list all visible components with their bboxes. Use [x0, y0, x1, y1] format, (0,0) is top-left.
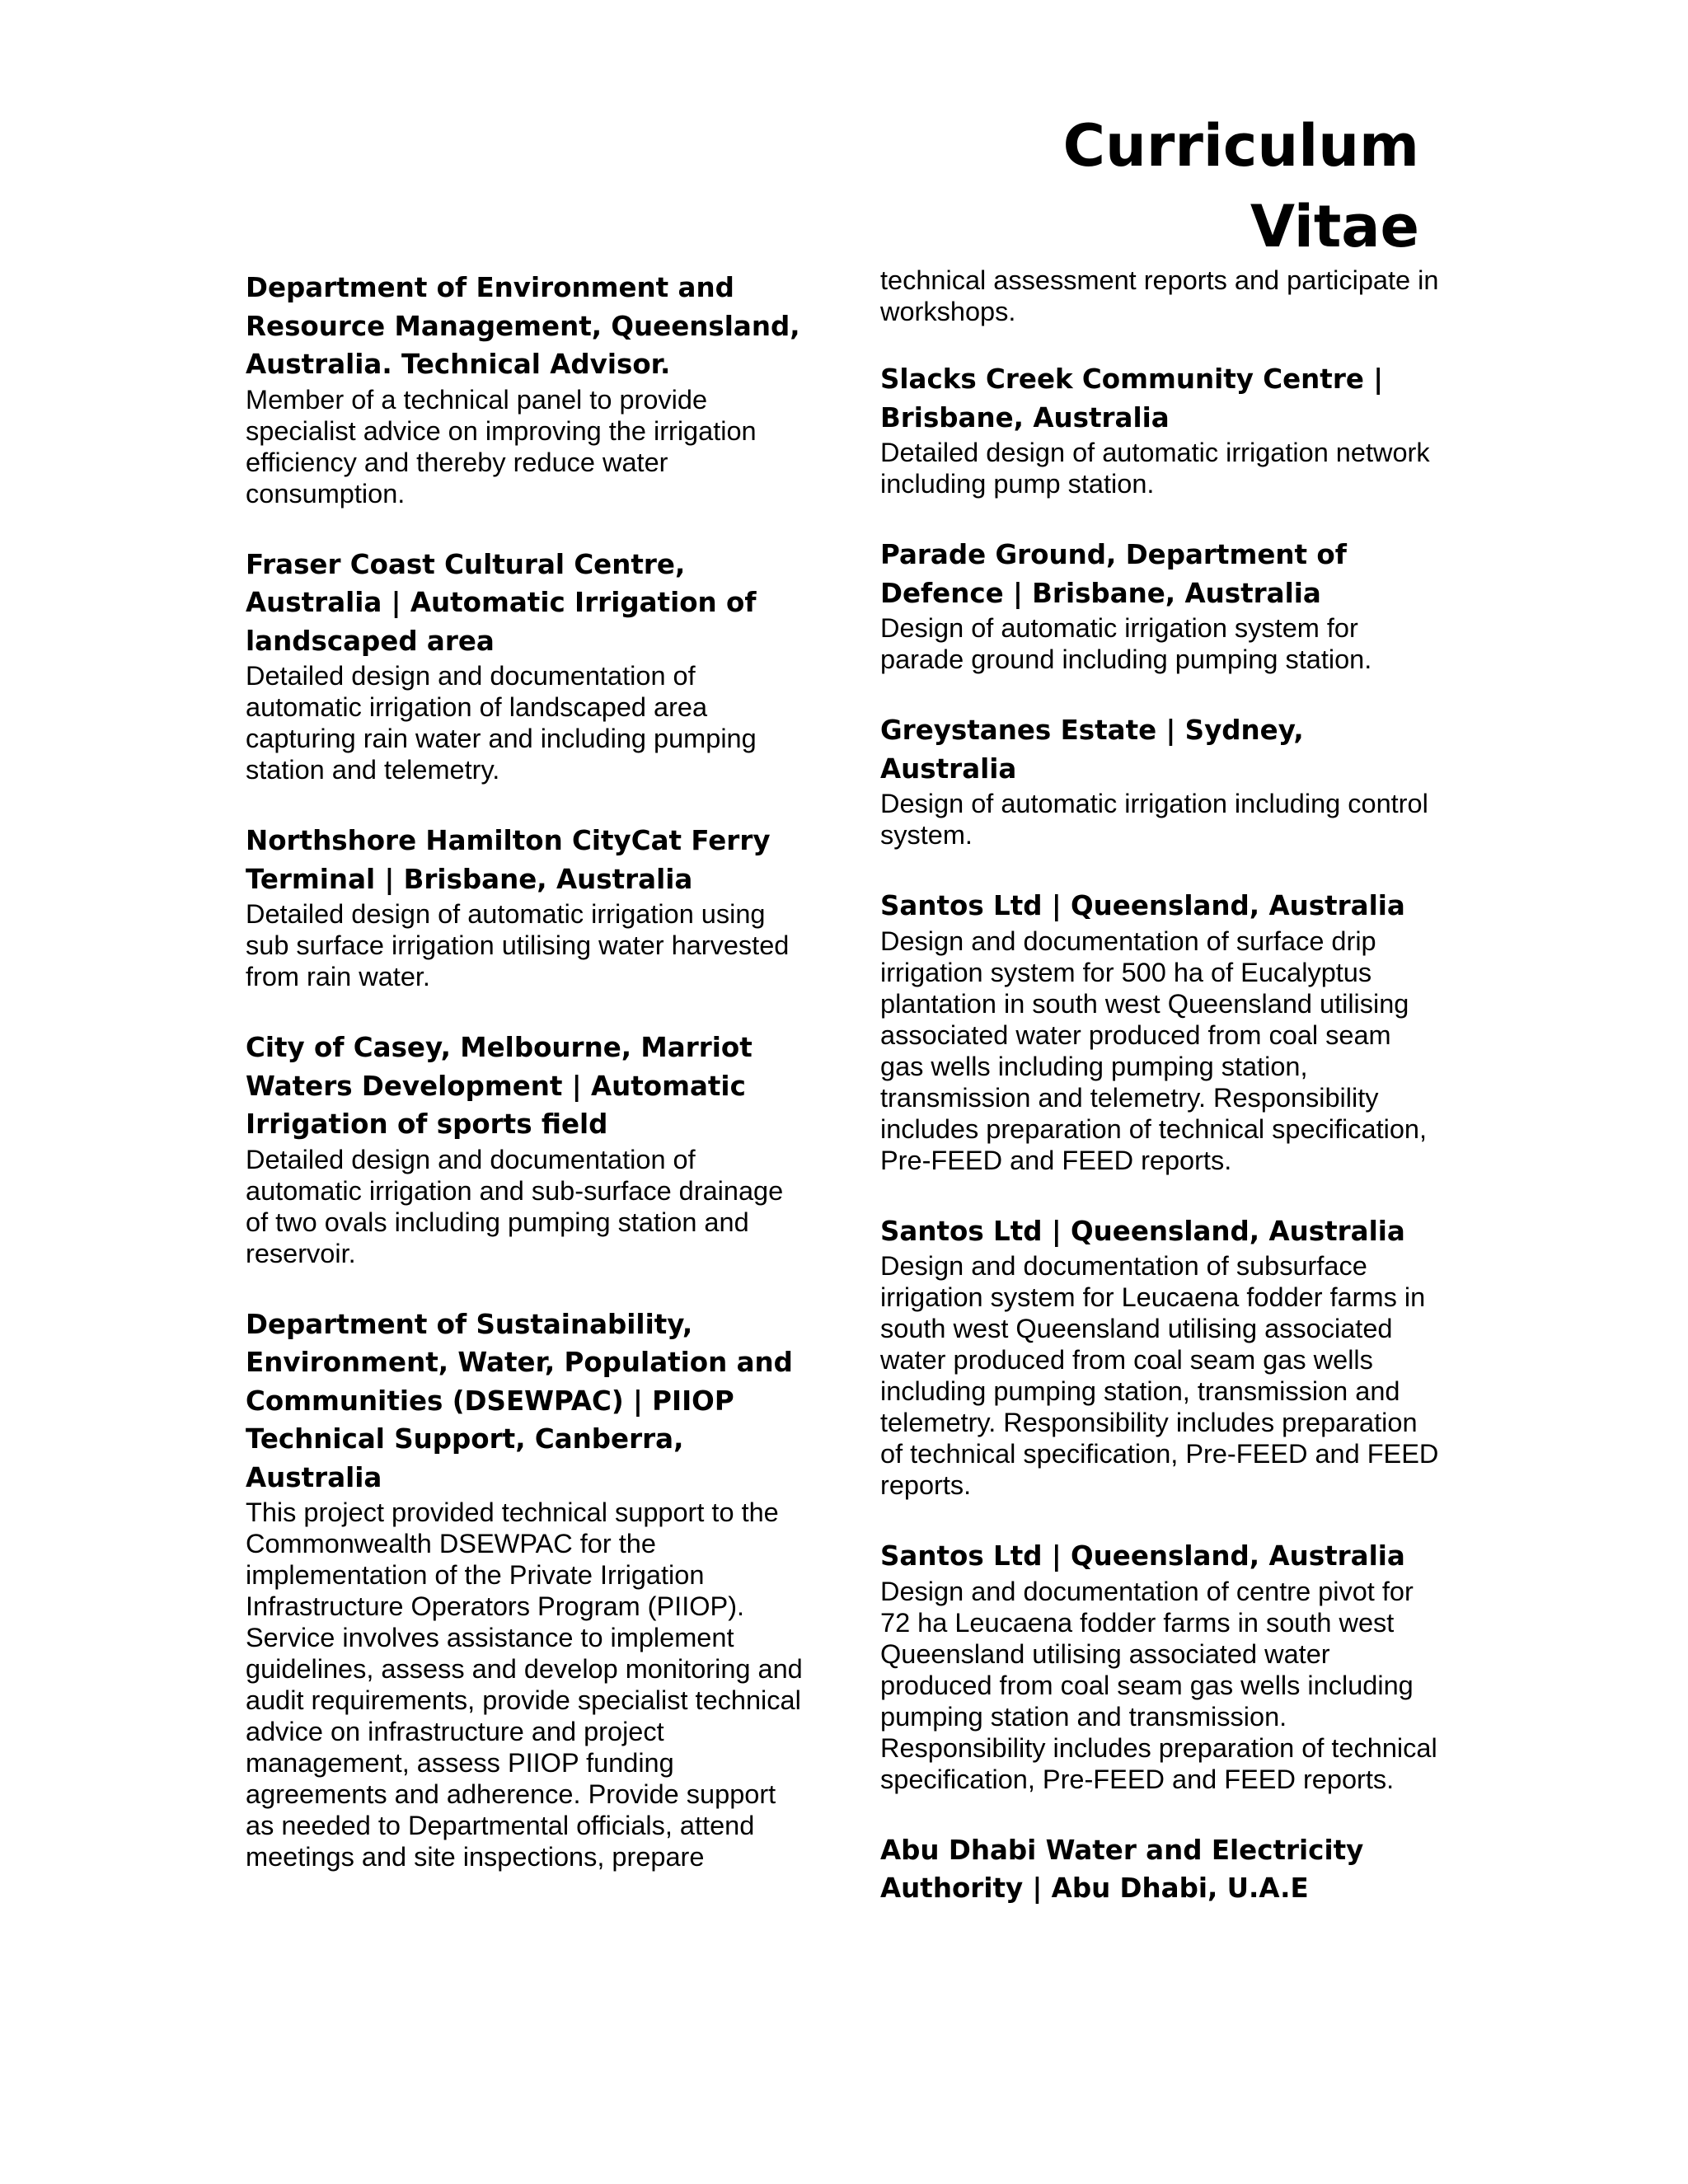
- project-description: Detailed design and documentation of automatic irrigation of landscaped area capturing rain water and including pumping station and telemetry.: [246, 661, 757, 785]
- project-description: Design of automatic irrigation including control system.: [880, 789, 1428, 850]
- project-heading: Slacks Creek Community Centre | Brisbane, Australia: [880, 363, 1384, 434]
- project-heading: Department of Environment and Resource Management, Queensland, Australia. Technical Advisor.: [246, 272, 800, 380]
- project-entry: [246, 1029, 806, 1269]
- page-title: [925, 105, 1419, 267]
- page-title-line-1: Curriculum: [1062, 112, 1419, 180]
- project-description: Member of a technical panel to provide specialist advice on improving the irrigation efficiency and thereby reduce water consumption.: [246, 384, 757, 509]
- project-entry: [246, 546, 806, 786]
- project-heading: Greystanes Estate | Sydney, Australia: [880, 715, 1304, 785]
- project-heading: Santos Ltd | Queensland, Australia: [880, 1540, 1405, 1572]
- project-entry: [880, 711, 1441, 851]
- project-heading: City of Casey, Melbourne, Marriot Waters Development | Automatic Irrigation of sports field: [246, 1032, 753, 1140]
- project-entry: [880, 1212, 1441, 1502]
- project-heading: Santos Ltd | Queensland, Australia: [880, 1215, 1405, 1247]
- project-description: Detailed design and documentation of automatic irrigation and sub-surface drainage of two ovals including pumping station and reservoir.: [246, 1144, 784, 1268]
- project-description: Design and documentation of subsurface irrigation system for Leucaena fodder farms in south west Queensland utilising associated water produced from coal seam gas wells including pumping station, transmission and telemetry. Responsibility includes preparation of technical specification, Pre-FEED and FEED reports.: [880, 1251, 1439, 1500]
- project-entry: [880, 1831, 1441, 1908]
- project-description: Design and documentation of centre pivot for 72 ha Leucaena fodder farms in south west Queensland utilising associated water produced from coal seam gas wells including pumping station and transmission. Responsibility includes preparation of technical specification, Pre-FEED and FEED reports.: [880, 1576, 1437, 1794]
- project-description: Design and documentation of surface drip irrigation system for 500 ha of Eucalyptus plantation in south west Queensland utilising associated water produced from coal seam gas wells including pumping station, transmission and telemetry. Responsibility includes preparation of technical specification, Pre-FEED and FEED reports.: [880, 926, 1428, 1175]
- project-description: Detailed design of automatic irrigation using sub surface irrigation utilising water harvested from rain water.: [246, 899, 790, 991]
- project-heading: Abu Dhabi Water and Electricity Authority | Abu Dhabi, U.A.E: [880, 1834, 1364, 1904]
- project-description: Design of automatic irrigation system for parade ground including pumping station.: [880, 613, 1372, 674]
- project-entry: [880, 360, 1441, 499]
- project-description: This project provided technical support to the Commonwealth DSEWPAC for the implementation of the Private Irrigation Infrastructure Operators Program (PIIOP). Service involves assistance to implement guidelines, assess and develop monitoring and audit requirements, provide specialist technical advice on infrastructure and project management, assess PIIOP funding agreements and adherence. Provide support as needed to Departmental officials, attend meetings and site inspections, prepare: [246, 1497, 803, 1872]
- left-column: [246, 269, 806, 1909]
- continued-description: technical assessment reports and participate in workshops.: [880, 265, 1439, 326]
- project-entry: [880, 887, 1441, 1176]
- project-entry: [880, 536, 1441, 675]
- project-entry: [880, 1537, 1441, 1795]
- project-heading: Fraser Coast Cultural Centre, Australia | Automatic Irrigation of landscaped area: [246, 548, 757, 657]
- page-title-line-2: Vitae: [1250, 193, 1419, 260]
- project-entry: [246, 822, 806, 992]
- project-description: Detailed design of automatic irrigation network including pump station.: [880, 438, 1430, 499]
- right-column: [880, 265, 1441, 1944]
- project-heading: Northshore Hamilton CityCat Ferry Terminal | Brisbane, Australia: [246, 825, 771, 895]
- project-heading: Department of Sustainability, Environment, Water, Population and Communities (DSEWPAC) | PIIOP Technical Support, Canberra, Australia: [246, 1308, 793, 1493]
- project-heading: Santos Ltd | Queensland, Australia: [880, 890, 1405, 921]
- project-entry: [246, 1305, 806, 1873]
- project-entry: [246, 269, 806, 509]
- project-heading: Parade Ground, Department of Defence | Brisbane, Australia: [880, 539, 1347, 609]
